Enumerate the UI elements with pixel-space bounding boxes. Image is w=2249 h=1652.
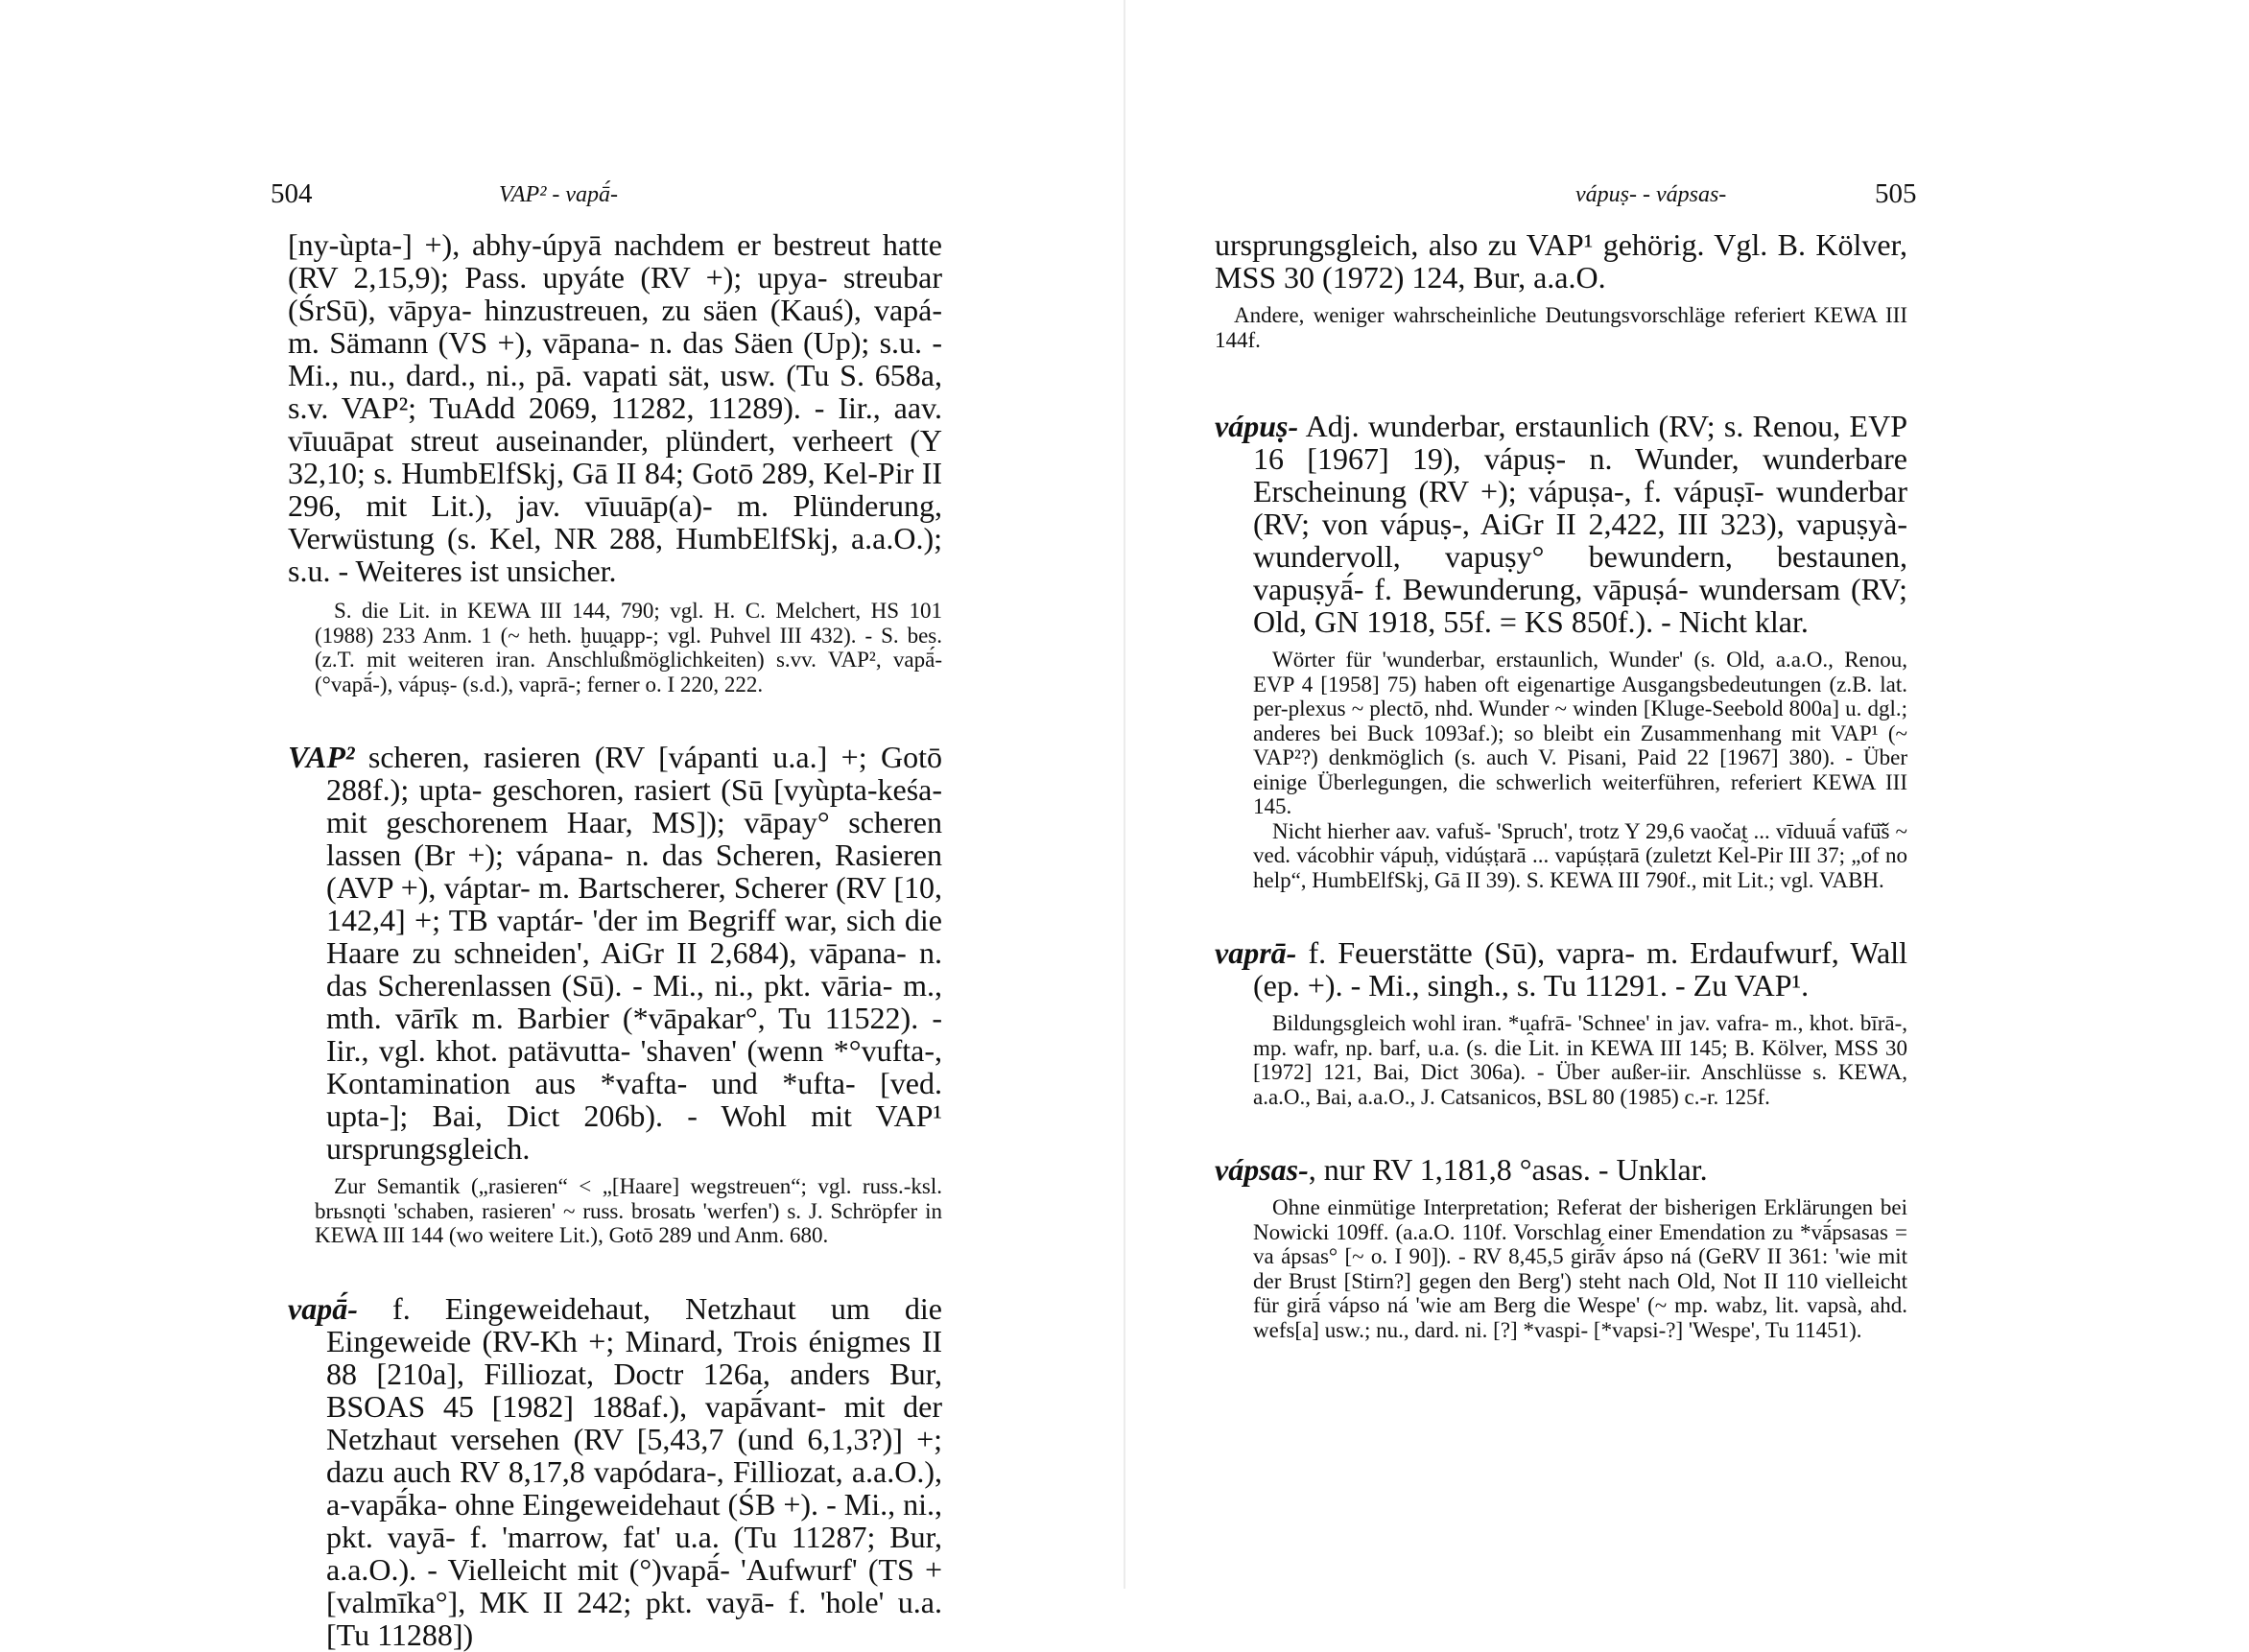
entry-text: , nur RV 1,181,8 °asas. - Unklar. bbox=[1308, 1152, 1708, 1187]
entry-vapus bbox=[1215, 410, 1907, 638]
entry-vap2 bbox=[288, 741, 942, 1165]
note-paragraph: Zur Semantik („rasieren“ < „[Haare] wegstreuen“; vgl. russ.-ksl. brьsnǫti 'schaben, rasieren' ~ russ. brosatь 'werfen') s. J. Schröpfer in KEWA III 144 (wo weitere Lit.), Gotō 289 und Anm. 680. bbox=[315, 1174, 942, 1247]
note-paragraph: Bildungsgleich wohl iran. *u̯afrā- 'Schnee' in jav. vafra- m., khot. bīrā-, mp. wafr, np. barf, u.a. (s. die Lit. in KEWA III 145; B. Kölver, MSS 30 [1972] 121, Bai, Dict 306a). - Über außer-iir. Anschlüsse s. KEWA, a.a.O., Bai, a.a.O., J. Catsanicos, BSL 80 (1985) c.-r. 125f. bbox=[1253, 1011, 1907, 1109]
left-page bbox=[0, 0, 1124, 1652]
note-block bbox=[1215, 648, 1907, 892]
note-block bbox=[288, 599, 942, 696]
note-block bbox=[1215, 303, 1907, 352]
headword: vaprā- bbox=[1215, 935, 1297, 970]
headword: vápsas- bbox=[1215, 1152, 1309, 1187]
note-block bbox=[288, 1174, 942, 1248]
note-paragraph: Nicht hierher aav. vafuš- 'Spruch', trotz Y 29,6 vaočat̰ ... vīduuā́ vafū̆š ~ ved. vácobhir vápuḥ, vidúṣṭarā ... vapúṣṭarā (zuletzt Kel-Pir III 37; „of no help“, HumbElfSkj, Gā II 39). S. KEWA III 790f., mit Lit.; vgl. VABH. bbox=[1253, 818, 1907, 892]
entry-text: f. Feuerstätte (Sū), vapra- m. Erdaufwurf, Wall (ep. +). - Mi., singh., s. Tu 11291. - Zu VAP¹. bbox=[1253, 935, 1907, 1003]
note-paragraph: S. die Lit. in KEWA III 144, 790; vgl. H. C. Melchert, HS 101 (1988) 233 Anm. 1 (~ heth. ḫuu̯app-; vgl. Puhvel III 432). - S. bes. (z.T. mit weiteren iran. Anschlußmöglichkeiten) s.vv. VAP², vapā́- (°vapā́-), vápuṣ- (s.d.), vaprā-; ferner o. I 220, 222. bbox=[315, 599, 942, 696]
running-head: VAP² - vapā́- bbox=[499, 182, 619, 207]
note-block bbox=[1215, 1011, 1907, 1109]
entry-text: Adj. wunderbar, erstaunlich (RV; s. Renou, EVP 16 [1967] 19), vápuṣ- n. Wunder, wunderbare Erscheinung (RV +); vápuṣa-, f. vápuṣī- wunderbar (RV; von vápuṣ-, AiGr II 2,422, III 323), vapuṣyà- wundervoll, vapuṣy° bewundern, bestaunen, vapuṣyā́- f. Bewunderung, vāpuṣá- wundersam (RV; Old, GN 1918, 55f. = KS 850f.). - Nicht klar. bbox=[1253, 409, 1907, 639]
note-block bbox=[1215, 1195, 1907, 1342]
entry-text: scheren, rasieren (RV [vápanti u.a.] +; Gotō 288f.); upta- geschoren, rasiert (Sū [vyùpta-keśa- mit geschorenem Haar, MS]); vāpay° scheren lassen (Br +); vápana- n. das Scheren, Rasieren (AVP +), váptar- m. Bartscherer, Scherer (RV [10, 142,4] +; TB vaptár- 'der im Begriff war, sich die Haare zu schneiden', AiGr II 2,684), vāpana- n. das Scherenlassen (Sū). - Mi., ni., pkt. vāria- m., mth. vārīk m. Barbier (*vāpakar°, Tu 11522). - Iir., vgl. khot. patävutta- 'shaven' (wenn *°vufta-, Kontamination aus *vafta- und *ufta- [ved. upta-]; Bai, Dict 206b). - Wohl mit VAP¹ ursprungsgleich. bbox=[326, 740, 942, 1166]
entry-text: f. Eingeweidehaut, Netzhaut um die Eingeweide (RV-Kh +; Minard, Trois énigmes II 88 [210a], Filliozat, Doctr 126a, anders Bur, BSOAS 45 [1982] 188af.), vapā́vant- mit der Netzhaut versehen (RV [5,43,7 (und 6,1,3?)] +; dazu auch RV 8,17,8 vapódara-, Filliozat, a.a.O.), a-vapā́ka- ohne Eingeweidehaut (ŚB +). - Mi., ni., pkt. vayā- f. 'marrow, fat' u.a. (Tu 11287; Bur, a.a.O.). - Vielleicht mit (°)vapā́- 'Aufwurf' (TS + [valmīka°], MK II 242; pkt. vayā- f. 'hole' u.a. [Tu 11288]) bbox=[326, 1290, 942, 1652]
note-paragraph: Ohne einmütige Interpretation; Referat der bisherigen Erklärungen bei Nowicki 109ff. (a.a.O. 110f. Vorschlag einer Emendation zu *vā́psasas = va ápsas° [~ o. I 90]). - RV 8,45,5 girā́v ápso ná (GeRV II 361: 'wie mit der Brust [Stirn?] gegen den Berg') steht nach Old, Not II 110 vielleicht für girā́ vápso ná 'wie am Berg die Wespe' (~ mp. wabz, lit. vapsà, ahd. wefs[a] usw.; nu., dard. ni. [?] *vaspi- [*vapsi-?] 'Wespe', Tu 11451). bbox=[1253, 1195, 1907, 1342]
entry-vapa bbox=[288, 1292, 942, 1651]
entry-continuation: [ny-ùpta-] +), abhy-úpyā nachdem er bestreut hatte (RV 2,15,9); Pass. upyáte (RV +); upya- streubar (ŚrSū), vāpya- hinzustreuen, zu säen (Kauś), vapá- m. Sämann (VS +), vāpana- n. das Säen (Up); s.u. - Mi., nu., dard., ni., pā. vapati sät, usw. (Tu S. 658a, s.v. VAP²; TuAdd 2069, 11282, 11289). - Iir., aav. vīuuāpat streut auseinander, plündert, verheert (Y 32,10; s. HumbElfSkj, Gā II 84; Gotō 289, Kel-Pir II 296, mit Lit.), jav. vīuuāp(a)- m. Plünderung, Verwüstung (s. Kel, NR 288, HumbElfSkj, a.a.O.); s.u. - Weiteres ist unsicher. bbox=[288, 227, 942, 588]
note-paragraph: Andere, weniger wahrscheinliche Deutungsvorschläge referiert KEWA III 144f. bbox=[1215, 303, 1907, 352]
note-paragraph: Wörter für 'wunderbar, erstaunlich, Wunder' (s. Old, a.a.O., Renou, EVP 4 [1958] 75) haben oft eigenartige Ausgangsbedeutungen (z.B. lat. per-plexus ~ plectō, nhd. Wunder ~ winden [Kluge-Seebold 800a] u. dgl.; anderes bei Buck 1093af.); so bleibt ein Zusammenhang mit VAP¹ (~ VAP²?) denkmöglich (s. auch V. Pisani, Paid 22 [1967] 380). - Über einige Überlegungen, die schwerlich weiterführen, referiert KEWA III 145. bbox=[1253, 648, 1907, 818]
right-column bbox=[1215, 228, 1907, 1342]
running-head: vápuṣ- - vápsas- bbox=[1575, 182, 1727, 207]
entry-vapsas bbox=[1215, 1153, 1907, 1186]
left-column bbox=[288, 228, 942, 1651]
page-number: 505 bbox=[1875, 178, 1917, 209]
right-page bbox=[1124, 0, 2249, 1589]
entry-vapra bbox=[1215, 936, 1907, 1002]
entry-continuation: ursprungsgleich, also zu VAP¹ gehörig. Vgl. B. Kölver, MSS 30 (1972) 124, Bur, a.a.O. bbox=[1215, 227, 1907, 295]
headword: vapā́- bbox=[288, 1290, 358, 1326]
headword: VAP² bbox=[288, 740, 355, 774]
page-number: 504 bbox=[271, 178, 313, 209]
headword: vápuṣ- bbox=[1215, 409, 1299, 443]
